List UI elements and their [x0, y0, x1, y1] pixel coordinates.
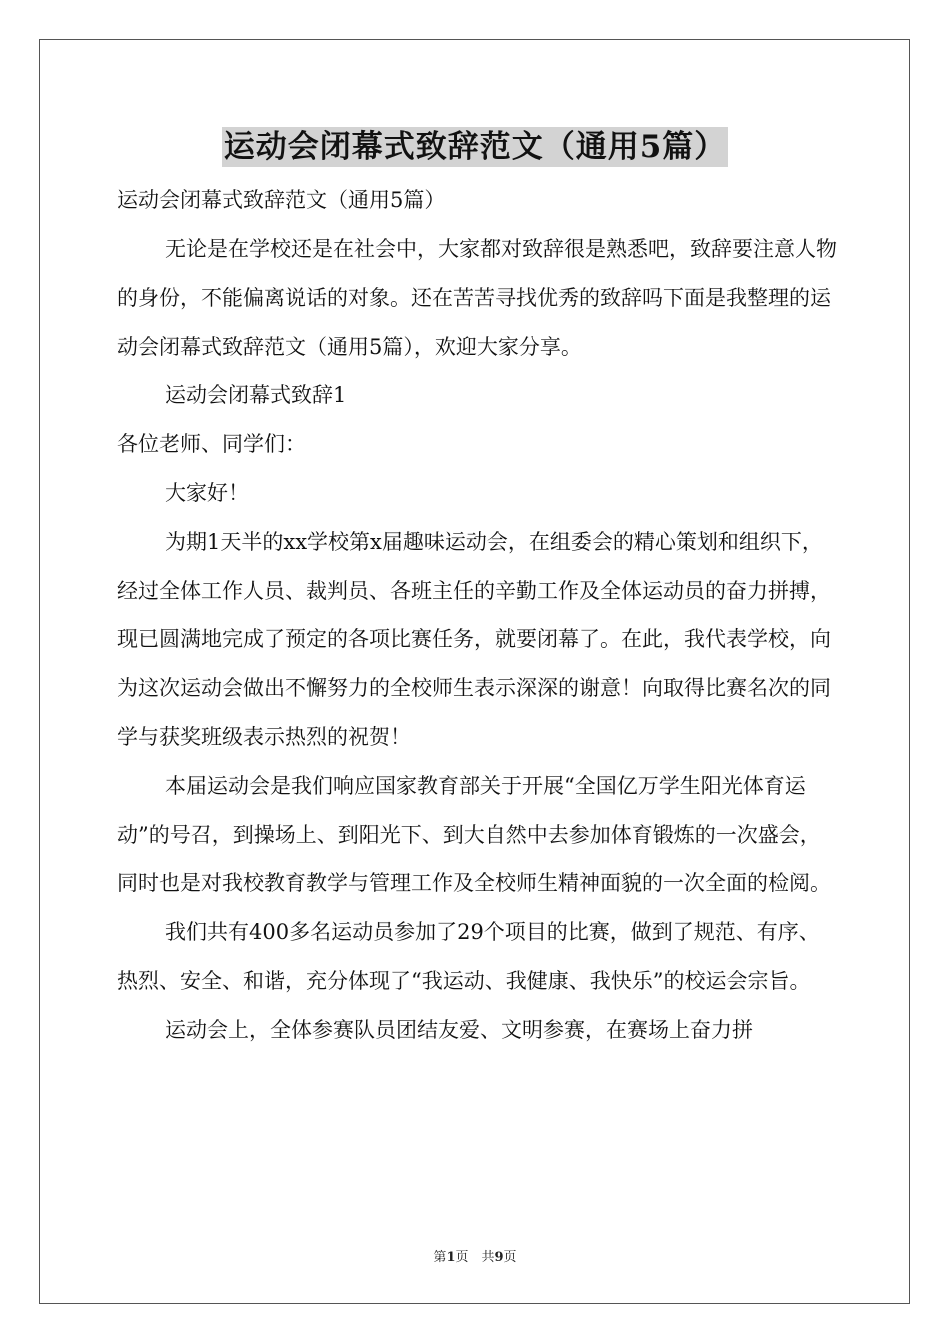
body-paragraph: 我们共有400多名运动员参加了29个项目的比赛，做到了规范、有序、热烈、安全、和谐，充分体现了“我运动、我健康、我快乐”的校运会宗旨。 — [117, 920, 820, 993]
page-footer — [0, 1246, 950, 1265]
total-page-count: 9 — [494, 1250, 504, 1265]
current-page-number: 1 — [446, 1250, 456, 1265]
body-paragraph: 为期1天半的xx学校第x届趣味运动会，在组委会的精心策划和组织下，经过全体工作人员、裁判员、各班主任的辛勤工作及全体运动员的奋力拼搏，现已圆满地完成了预定的各项比赛任务，就要闭幕了。在此，我代表学校，向为这次运动会做出不懈努力的全校师生表示深深的谢意！向取得比赛名次的同学与获奖班级表示热烈的祝贺！ — [117, 529, 831, 749]
page-number-suffix: 页 — [503, 1250, 517, 1265]
section-heading: 运动会闭幕式致辞1 — [165, 383, 347, 408]
salutation: 各位老师、同学们： — [117, 432, 306, 457]
document-title: 运动会闭幕式致辞范文（通用5篇） — [223, 129, 727, 165]
greeting: 大家好！ — [165, 480, 249, 505]
intro-paragraph: 无论是在学校还是在社会中，大家都对致辞很是熟悉吧，致辞要注意人物的身份，不能偏离说话的对象。还在苦苦寻找优秀的致辞吗下面是我整理的运动会闭幕式致辞范文（通用5篇），欢迎大家分享。 — [117, 237, 837, 359]
body-paragraph: 运动会上，全体参赛队员团结友爱、文明参赛，在赛场上奋力拼 — [165, 1017, 753, 1042]
page-number-prefix: 第 — [433, 1250, 447, 1265]
document-body — [117, 175, 837, 1055]
page-number-mid: 页 共 — [455, 1250, 495, 1265]
document-subtitle: 运动会闭幕式致辞范文（通用5篇） — [117, 188, 446, 212]
body-paragraph: 本届运动会是我们响应国家教育部关于开展“全国亿万学生阳光体育运动”的号召，到操场上、到阳光下、到大自然中去参加体育锻炼的一次盛会，同时也是对我校教育教学与管理工作及全校师生精神面貌的一次全面的检阅。 — [117, 773, 831, 896]
title-container — [0, 127, 950, 167]
